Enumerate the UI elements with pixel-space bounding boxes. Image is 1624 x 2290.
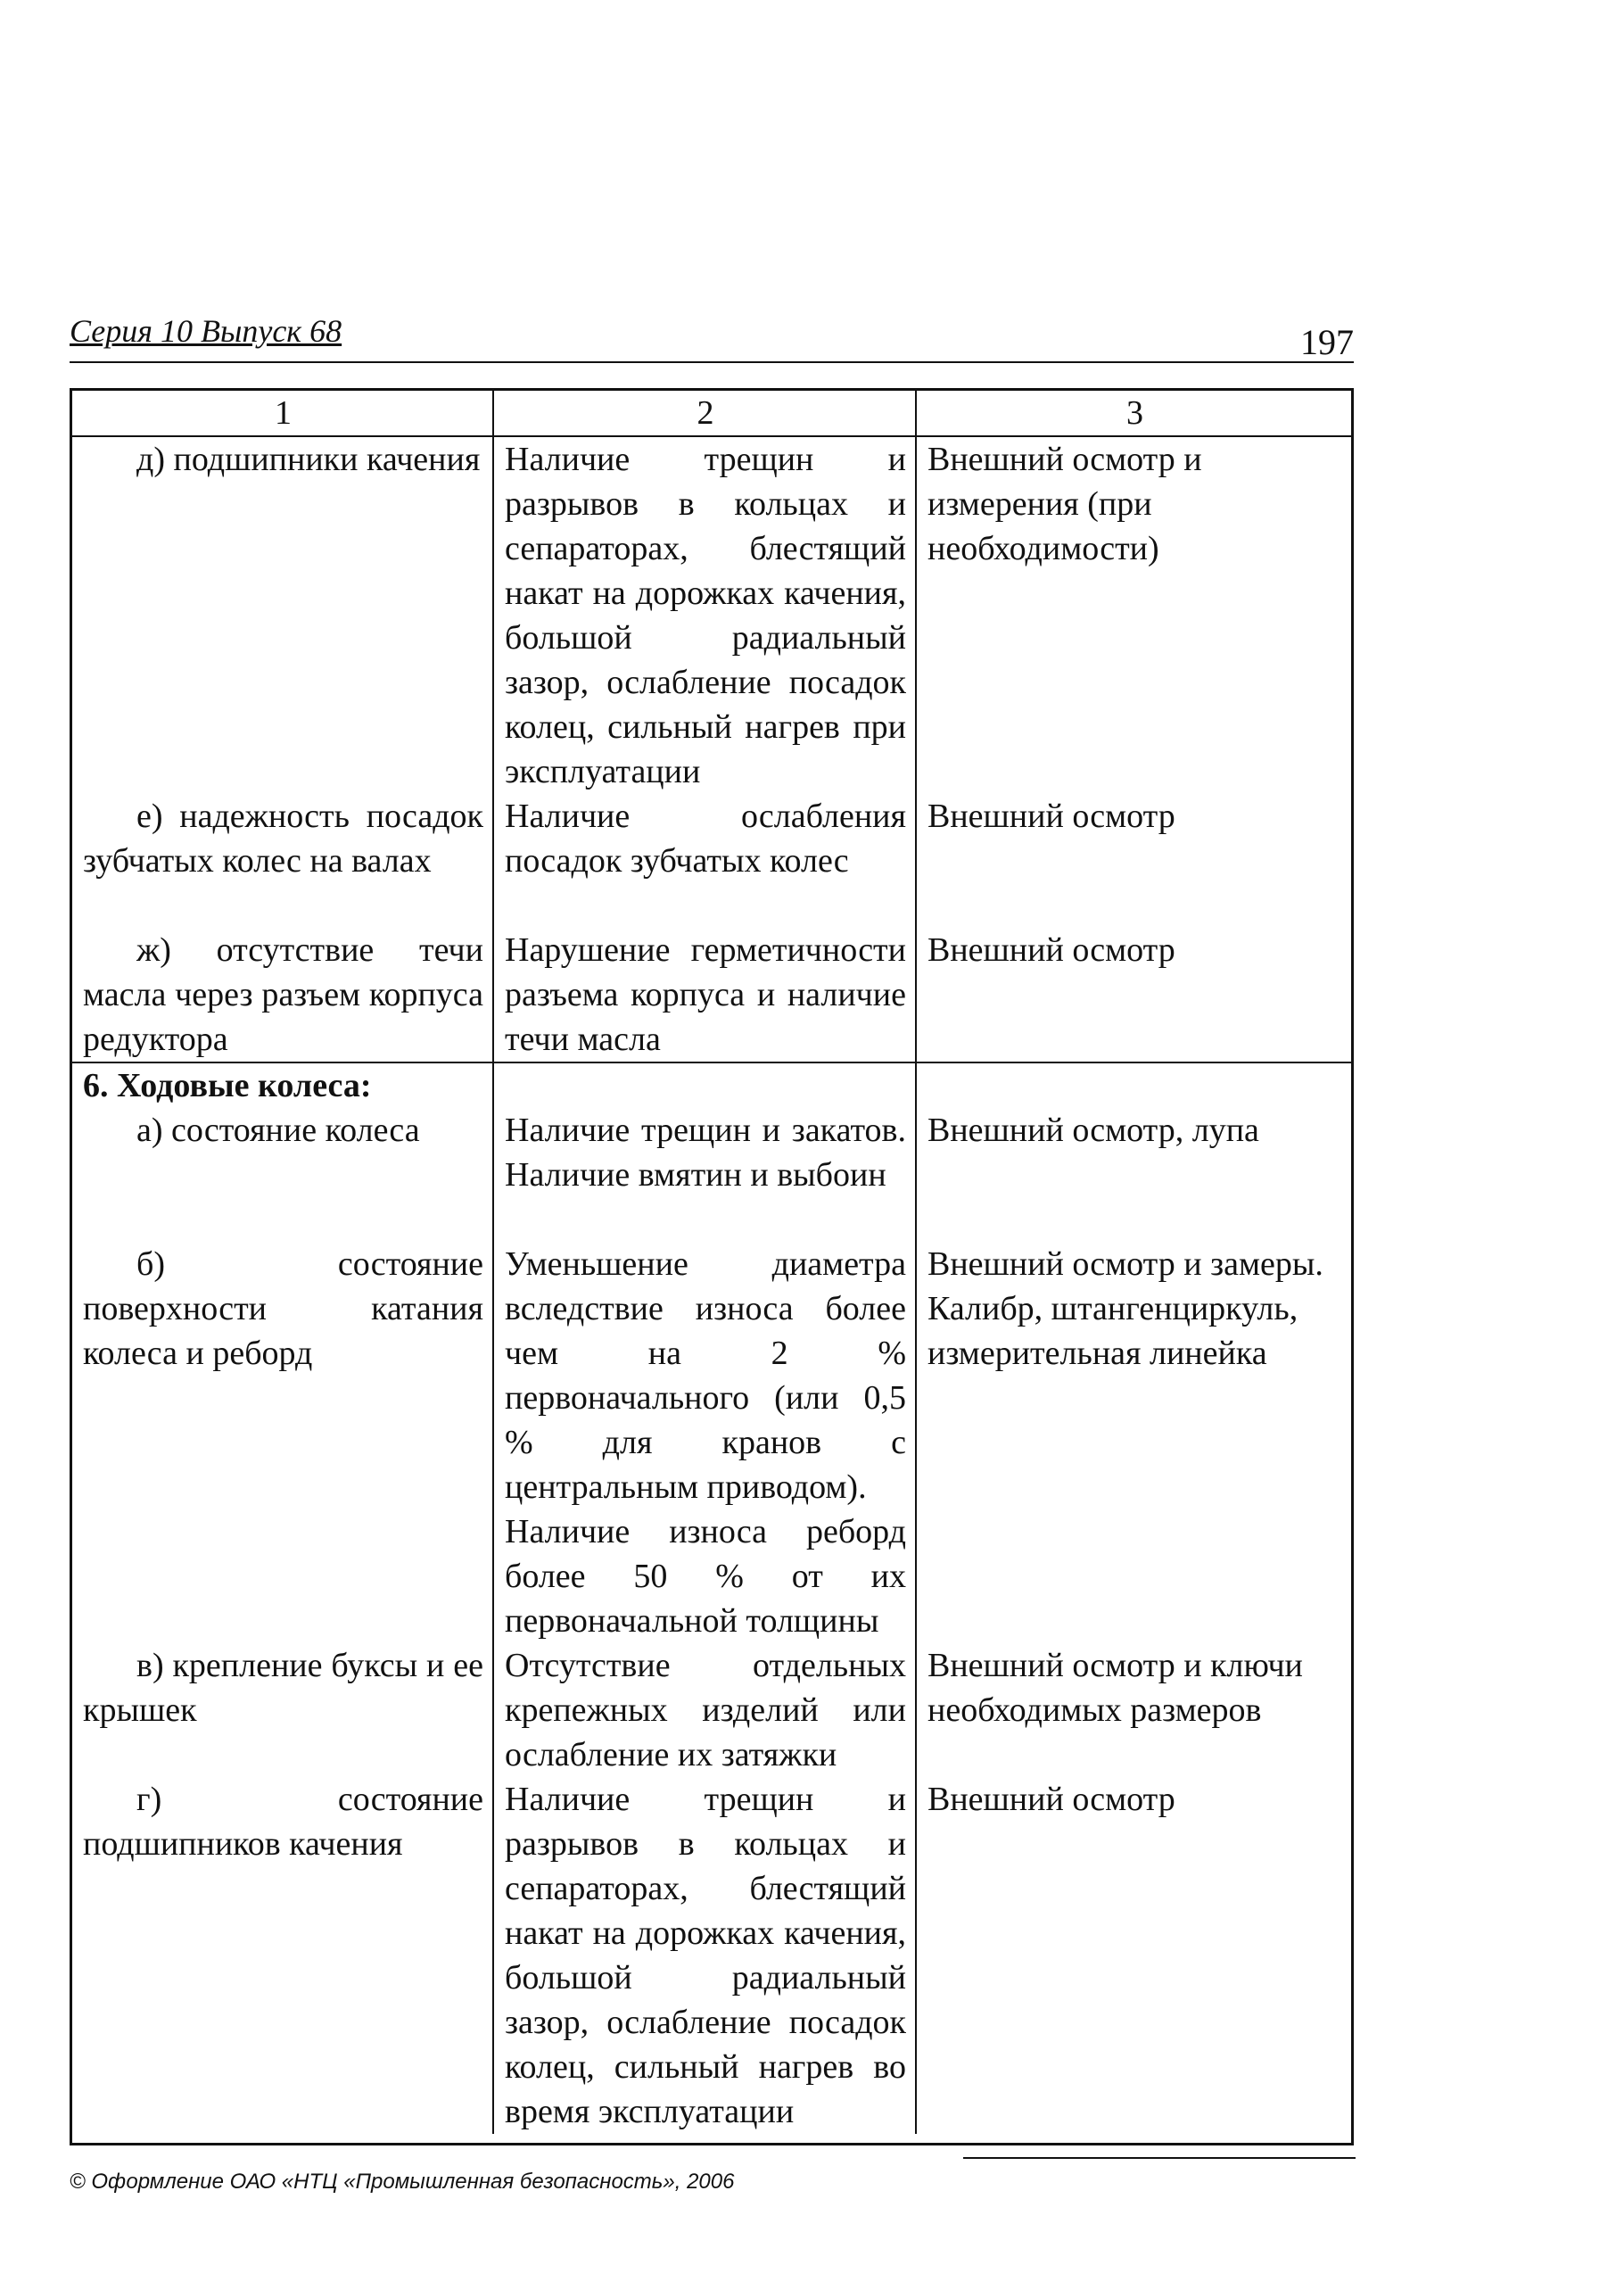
method-cell: Внешний осмотр — [916, 928, 1351, 1062]
page-number: 197 — [1300, 322, 1354, 362]
column-header-1: 1 — [72, 391, 493, 436]
empty-cell — [493, 1062, 916, 1108]
table-header-row — [72, 391, 1351, 436]
defect-cell — [493, 1242, 916, 1643]
table-row — [72, 1777, 1351, 2134]
defect-cell: Наличие трещин и разрывов в кольцах и сепараторах, блестящий накат на дорожках качения, большой радиальный зазор, ослабление посадок колец, сильный нагрев во время эксплуатации — [493, 1777, 916, 2134]
item-cell: а) состояние колеса — [72, 1108, 493, 1242]
empty-cell — [916, 1062, 1351, 1108]
page-header — [70, 312, 1354, 363]
table-frame — [70, 388, 1354, 2145]
method-cell: Внешний осмотр — [916, 1777, 1351, 2134]
table-row — [72, 1242, 1351, 1643]
method-cell: Внешний осмотр, лупа — [916, 1108, 1351, 1242]
copyright-notice: © Оформление ОАО «НТЦ «Промышленная безопасность», 2006 — [70, 2170, 735, 2194]
table-row — [72, 436, 1351, 794]
table-row — [72, 1643, 1351, 1777]
defect-cell: Наличие ослабления посадок зубчатых колес — [493, 794, 916, 928]
defect-cell: Наличие трещин и разрывов в кольцах и сепараторах, блестящий накат на дорожках качения, большой радиальный зазор, ослабление посадок колец, сильный нагрев при эксплуатации — [493, 436, 916, 794]
defect-cell: Нарушение герметичности разъема корпуса и наличие течи масла — [493, 928, 916, 1062]
column-header-2: 2 — [493, 391, 916, 436]
item-cell: е) надежность посадок зубчатых колес на валах — [72, 794, 493, 928]
table-row — [72, 1108, 1351, 1242]
column-header-3: 3 — [916, 391, 1351, 436]
table-row — [72, 794, 1351, 928]
defect-cell: Отсутствие отдельных крепежных изделий или ослабление их затяжки — [493, 1643, 916, 1777]
defect-cell: Наличие трещин и закатов. Наличие вмятин и выбоин — [493, 1108, 916, 1242]
footer-rule — [963, 2157, 1356, 2159]
series-title: Серия 10 Выпуск 68 — [70, 313, 342, 349]
method-cell: Внешний осмотр — [916, 794, 1351, 928]
item-cell: г) состояние подшипников качения — [72, 1777, 493, 2134]
item-cell: д) подшипники качения — [72, 436, 493, 794]
section-row — [72, 1062, 1351, 1108]
section-title: 6. Ходовые колеса: — [72, 1062, 493, 1108]
inspection-table — [72, 391, 1351, 2134]
method-cell: Внешний осмотр и ключи необходимых размеров — [916, 1643, 1351, 1777]
method-cell: Внешний осмотр и измерения (при необходимости) — [916, 436, 1351, 794]
table-row — [72, 928, 1351, 1062]
defect-text-part-1: Уменьшение диаметра вследствие износа более чем на 2 % первоначального (или 0,5 % для кранов с центральным приводом). — [505, 1245, 906, 1506]
item-cell: ж) отсутствие течи масла через разъем корпуса редуктора — [72, 928, 493, 1062]
item-cell: б) состояние поверхности катания колеса и реборд — [72, 1242, 493, 1643]
defect-text-part-2: Наличие износа реборд более 50 % от их первоначальной толщины — [505, 1513, 906, 1640]
method-cell: Внешний осмотр и замеры. Калибр, штангенциркуль, измерительная линейка — [916, 1242, 1351, 1643]
item-cell: в) крепление буксы и ее крышек — [72, 1643, 493, 1777]
